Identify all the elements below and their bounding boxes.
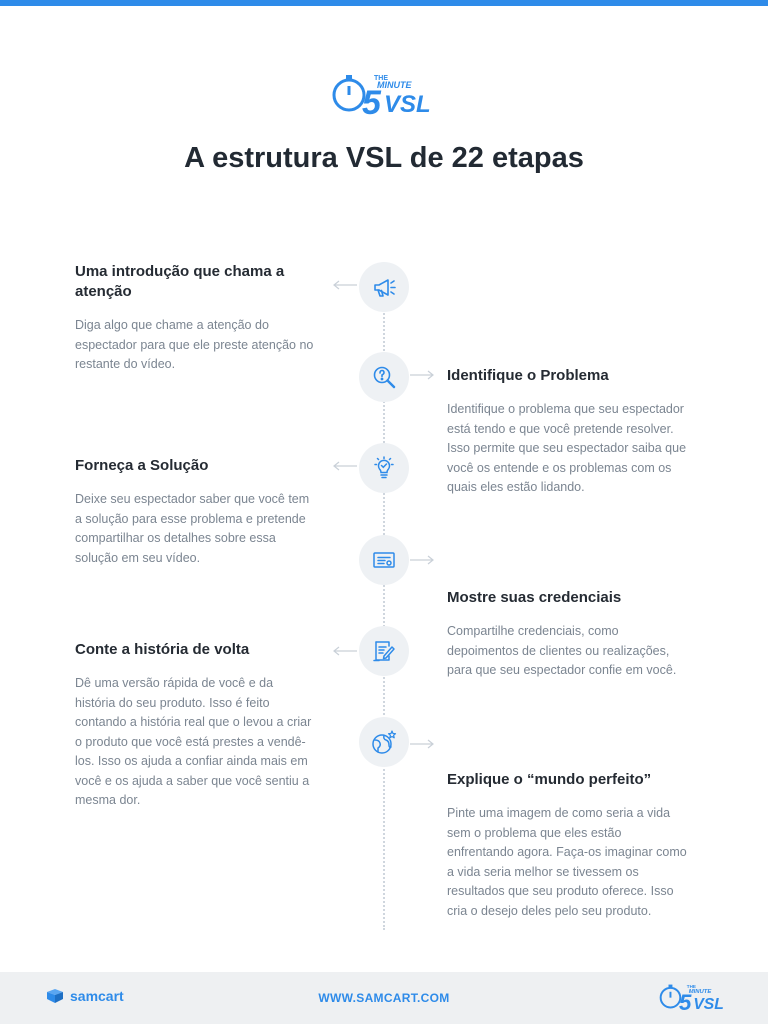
globe-star-icon [359,717,409,767]
certificate-icon [359,535,409,585]
step-title: Identifique o Problema [447,367,609,384]
step-title: Uma introdução que chama a atenção [75,263,285,300]
step-title: Conte a história de volta [75,641,250,658]
step-title: Explique o “mundo perfeito” [447,771,652,788]
document-pen-icon [359,626,409,676]
footer-url-link[interactable]: WWW.SAMCART.COM [318,991,450,1005]
logo-vsl: VSL [384,91,431,118]
logo-five: 5 [678,990,692,1014]
logo-five: 5 [362,84,381,120]
logo-minute: MINUTE [688,989,712,996]
arrow-right [410,555,434,565]
arrow-left [333,461,357,471]
five-minute-vsl-footer-logo [656,980,732,1014]
step-title: Mostre suas credenciais [447,589,622,606]
logo-the: THE [686,983,696,989]
step-description: Diga algo que chame a atenção do espectador para que ele preste atenção no restante do vídeo. [75,318,314,371]
step-attention-intro [75,262,315,375]
arrow-right [410,370,434,380]
step-provide-solution [75,456,315,568]
logo-vsl: VSL [693,995,724,1013]
five-minute-vsl-logo [330,68,440,120]
arrow-left [333,280,357,290]
step-identify-problem [447,366,687,498]
magnifier-question-icon [359,352,409,402]
step-description: Pinte uma imagem de como seria a vida sem o problema que eles estão enfrentando agora. Faça-os imaginar como a vida seria melhor se tivessem os resultados que seu produto oferece. Isso cria o desejo deles pelo seu produto. [447,806,687,918]
page-title: A estrutura VSL de 22 etapas [184,142,584,174]
step-description: Dê uma versão rápida de você e da história do seu produto. Isso é feito contando a história real que o levou a criar o produto que você está prestes a vendê-los. Isso os ajuda a confiar ainda mais em você e os ajuda a saber que você sentiu a mesma dor. [75,676,312,807]
step-perfect-world [447,770,687,921]
step-description: Deixe seu espectador saber que você tem a solução para esse problema e pretende compartilhar os detalhes sobre essa solução em seu vídeo. [75,492,310,565]
megaphone-icon [359,262,409,312]
logo-minute: MINUTE [377,80,412,90]
arrow-left [333,646,357,656]
step-title: Forneça a Solução [75,457,209,474]
step-show-credentials [447,588,687,681]
lightbulb-icon [359,443,409,493]
logo-the: THE [374,75,388,82]
samcart-name: samcart [70,988,124,1004]
top-accent-bar [0,0,768,6]
footer [0,972,768,1024]
step-backstory [75,640,315,811]
step-description: Identifique o problema que seu espectador está tendo e que você pretende resolver. Isso permite que seu espectador saiba que você os entende e os problemas com os quais eles estão lidando. [447,402,687,494]
arrow-right [410,739,434,749]
step-description: Compartilhe credenciais, como depoimentos de clientes ou realizações, para que seu espectador confie em você. [447,624,677,677]
